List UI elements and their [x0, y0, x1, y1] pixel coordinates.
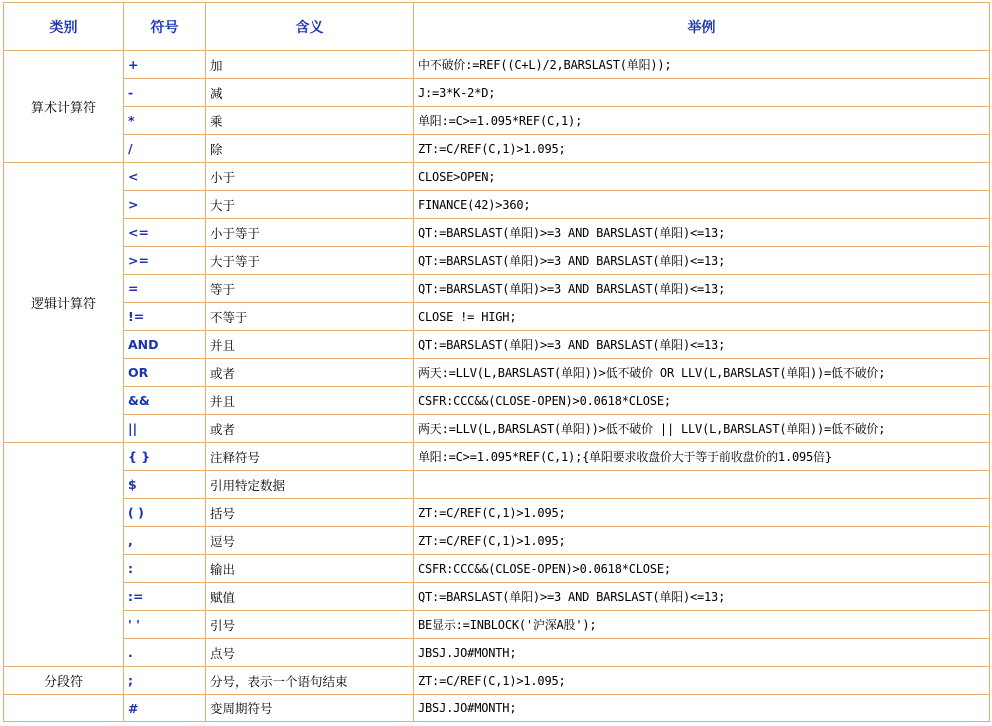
table-row	[4, 331, 990, 359]
meaning-cell: 分号，表示一个语句结束	[206, 667, 414, 695]
table-row	[4, 639, 990, 667]
symbol-cell: ( )	[124, 499, 206, 527]
example-cell: 单阳:=C>=1.095*REF(C,1);{单阳要求收盘价大于等于前收盘价的1.095倍}	[414, 443, 990, 471]
symbol-cell: :=	[124, 583, 206, 611]
meaning-cell: 逗号	[206, 527, 414, 555]
table-body	[4, 51, 990, 722]
example-cell: CLOSE != HIGH;	[414, 303, 990, 331]
table-row	[4, 107, 990, 135]
example-cell: QT:=BARSLAST(单阳)>=3 AND BARSLAST(单阳)<=13;	[414, 583, 990, 611]
category-cell: 算术计算符	[4, 51, 124, 163]
category-cell: 分段符	[4, 667, 124, 695]
example-cell: ZT:=C/REF(C,1)>1.095;	[414, 499, 990, 527]
symbol-cell: >=	[124, 247, 206, 275]
meaning-cell: 括号	[206, 499, 414, 527]
symbol-cell: .	[124, 639, 206, 667]
example-cell: ZT:=C/REF(C,1)>1.095;	[414, 135, 990, 163]
meaning-cell: 并且	[206, 387, 414, 415]
symbol-cell: #	[124, 695, 206, 722]
example-cell: 两天:=LLV(L,BARSLAST(单阳))>低不破价 || LLV(L,BARSLAST(单阳))=低不破价;	[414, 415, 990, 443]
header-row	[4, 3, 990, 51]
example-cell: CSFR:CCC&&(CLOSE-OPEN)>0.0618*CLOSE;	[414, 555, 990, 583]
symbol-cell: +	[124, 51, 206, 79]
symbol-cell: /	[124, 135, 206, 163]
category-cell	[4, 695, 124, 722]
symbol-cell: <=	[124, 219, 206, 247]
example-cell: QT:=BARSLAST(单阳)>=3 AND BARSLAST(单阳)<=13;	[414, 219, 990, 247]
meaning-cell: 引用特定数据	[206, 471, 414, 499]
symbol-cell: :	[124, 555, 206, 583]
symbol-cell: OR	[124, 359, 206, 387]
meaning-cell: 乘	[206, 107, 414, 135]
table-row	[4, 275, 990, 303]
meaning-cell: 或者	[206, 415, 414, 443]
category-cell: 逻辑计算符	[4, 163, 124, 443]
meaning-cell: 注释符号	[206, 443, 414, 471]
header-meaning: 含义	[206, 3, 414, 51]
example-cell: JBSJ.JO#MONTH;	[414, 639, 990, 667]
meaning-cell: 或者	[206, 359, 414, 387]
meaning-cell: 大于等于	[206, 247, 414, 275]
symbol-cell: $	[124, 471, 206, 499]
example-cell: J:=3*K-2*D;	[414, 79, 990, 107]
meaning-cell: 等于	[206, 275, 414, 303]
table-row	[4, 611, 990, 639]
symbol-cell: >	[124, 191, 206, 219]
symbol-cell: <	[124, 163, 206, 191]
example-cell: QT:=BARSLAST(单阳)>=3 AND BARSLAST(单阳)<=13;	[414, 275, 990, 303]
table-row	[4, 499, 990, 527]
table-row	[4, 79, 990, 107]
meaning-cell: 并且	[206, 331, 414, 359]
example-cell: FINANCE(42)>360;	[414, 191, 990, 219]
example-cell: CSFR:CCC&&(CLOSE-OPEN)>0.0618*CLOSE;	[414, 387, 990, 415]
symbol-cell: { }	[124, 443, 206, 471]
table-row	[4, 443, 990, 471]
operator-table	[3, 2, 990, 722]
example-cell: QT:=BARSLAST(单阳)>=3 AND BARSLAST(单阳)<=13;	[414, 331, 990, 359]
symbol-cell: ,	[124, 527, 206, 555]
example-cell: 中不破价:=REF((C+L)/2,BARSLAST(单阳));	[414, 51, 990, 79]
example-cell: ZT:=C/REF(C,1)>1.095;	[414, 527, 990, 555]
example-cell: CLOSE>OPEN;	[414, 163, 990, 191]
table-row	[4, 583, 990, 611]
symbol-cell: ||	[124, 415, 206, 443]
symbol-cell: ;	[124, 667, 206, 695]
table-row	[4, 219, 990, 247]
symbol-cell: =	[124, 275, 206, 303]
example-cell: QT:=BARSLAST(单阳)>=3 AND BARSLAST(单阳)<=13;	[414, 247, 990, 275]
meaning-cell: 赋值	[206, 583, 414, 611]
table-row	[4, 471, 990, 499]
example-cell: ZT:=C/REF(C,1)>1.095;	[414, 667, 990, 695]
symbol-cell: -	[124, 79, 206, 107]
symbol-cell: !=	[124, 303, 206, 331]
meaning-cell: 减	[206, 79, 414, 107]
symbol-cell: &&	[124, 387, 206, 415]
table-row	[4, 387, 990, 415]
meaning-cell: 除	[206, 135, 414, 163]
meaning-cell: 不等于	[206, 303, 414, 331]
header-symbol: 符号	[124, 3, 206, 51]
table-row	[4, 415, 990, 443]
header-category: 类别	[4, 3, 124, 51]
example-cell: BE显示:=INBLOCK('沪深A股');	[414, 611, 990, 639]
table-row	[4, 527, 990, 555]
table-row	[4, 247, 990, 275]
table-row	[4, 695, 990, 722]
example-cell: JBSJ.JO#MONTH;	[414, 695, 990, 722]
symbol-cell: ' '	[124, 611, 206, 639]
header-example: 举例	[414, 3, 990, 51]
symbol-cell: *	[124, 107, 206, 135]
table-row	[4, 191, 990, 219]
table-row	[4, 163, 990, 191]
meaning-cell: 加	[206, 51, 414, 79]
symbol-cell: AND	[124, 331, 206, 359]
table-row	[4, 359, 990, 387]
table-row	[4, 303, 990, 331]
meaning-cell: 小于	[206, 163, 414, 191]
example-cell: 两天:=LLV(L,BARSLAST(单阳))>低不破价 OR LLV(L,BARSLAST(单阳))=低不破价;	[414, 359, 990, 387]
category-cell	[4, 443, 124, 667]
table-row	[4, 555, 990, 583]
meaning-cell: 点号	[206, 639, 414, 667]
table-row	[4, 51, 990, 79]
example-cell: 单阳:=C>=1.095*REF(C,1);	[414, 107, 990, 135]
meaning-cell: 小于等于	[206, 219, 414, 247]
meaning-cell: 大于	[206, 191, 414, 219]
table-row	[4, 667, 990, 695]
meaning-cell: 变周期符号	[206, 695, 414, 722]
example-cell	[414, 471, 990, 499]
table-row	[4, 135, 990, 163]
meaning-cell: 引号	[206, 611, 414, 639]
meaning-cell: 输出	[206, 555, 414, 583]
